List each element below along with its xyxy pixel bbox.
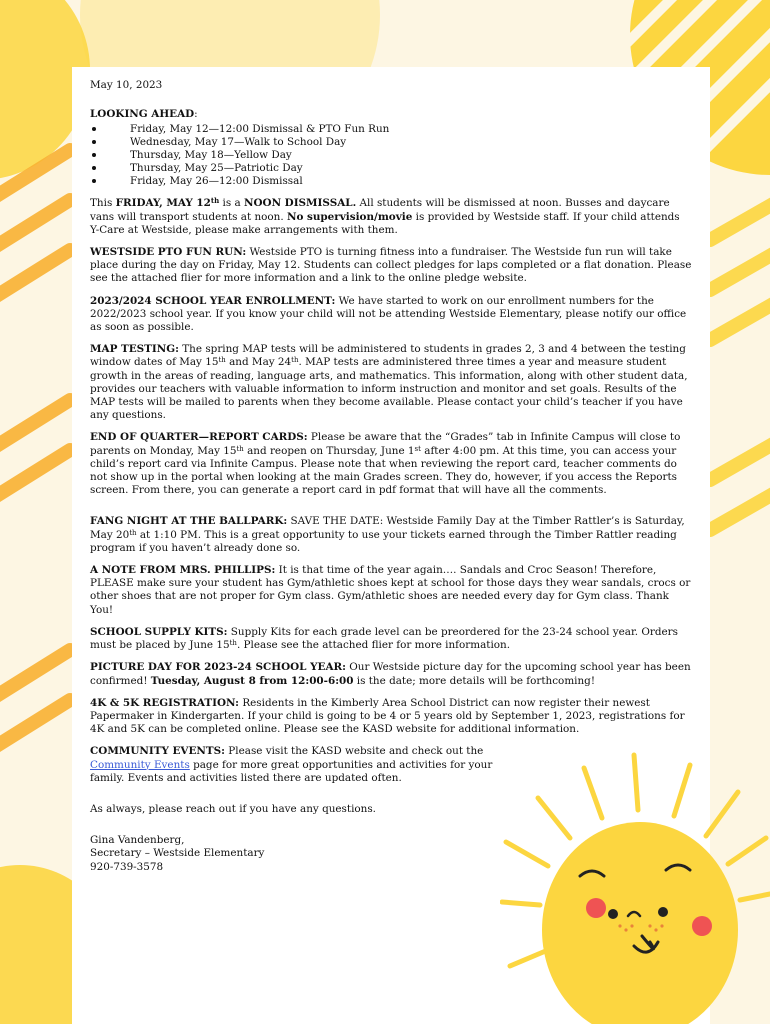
- section-heading: A NOTE FROM MRS. PHILLIPS:: [90, 564, 276, 577]
- signature-name: Gina Vandenberg,: [90, 834, 185, 847]
- section-heading: FANG NIGHT AT THE BALLPARK:: [90, 515, 288, 528]
- section-heading: COMMUNITY EVENTS:: [90, 745, 225, 758]
- signature-phone: 920-739-3578: [90, 860, 164, 873]
- report-cards-paragraph: END OF QUARTER—REPORT CARDS: Please be aware that the “Grades” tab in Infinite Campus will close to parents on Monday, May 15th and reopen on Thursday, June 1st after 4:00 pm. At this time, you can access your child’s report card via Infinite Campus. Please note that when reviewing the report card, teacher comments do not show up in the portal when looking at the main Grades screen. They do, however, if you access the Reports screen. From there, you can generate a report card in pdf format that will have all the comments.: [90, 431, 681, 497]
- phillips-note-paragraph: A NOTE FROM MRS. PHILLIPS: It is that time of the year again…. Sandals and Croc Season! Therefore, PLEASE make sure your student has Gym/athletic shoes kept at school for those days they wear sandals, crocs or other shoes that are not proper for Gym class. Gym/athletic shoes are needed every day for Gym class. Thank You!: [90, 564, 691, 616]
- enrollment-paragraph: 2023/2024 SCHOOL YEAR ENROLLMENT: We have started to work on our enrollment numbers for the 2022/2023 school year. If you know your child will not be attending Westside Elementary, please notify our office as soon as possible.: [90, 294, 687, 334]
- picture-day-paragraph: PICTURE DAY FOR 2023-24 SCHOOL YEAR: Our Westside picture day for the upcoming school year has been confirmed! Tuesday, August 8 from 12:00-6:00 is the date; more details will be forthcoming!: [90, 661, 691, 687]
- sun-face-icon: [500, 740, 770, 1024]
- looking-ahead-section: [90, 108, 692, 188]
- fang-night-paragraph: FANG NIGHT AT THE BALLPARK: SAVE THE DATE: Westside Family Day at the Timber Rattler’s is Saturday, May 20th at 1:10 PM. This is a great opportunity to use your tickets earned through the Timber Rattler reading program if you haven’t already done so.: [90, 515, 685, 554]
- signature-title: Secretary – Westside Elementary: [90, 847, 265, 860]
- letter-date: May 10, 2023: [90, 79, 163, 91]
- community-events-paragraph: COMMUNITY EVENTS: Please visit the KASD website and check out the Community Events page for more great opportunities and activities for your family. Events and activities listed there are updated often.: [90, 745, 493, 784]
- section-heading: WESTSIDE PTO FUN RUN:: [90, 246, 247, 259]
- section-heading: SCHOOL SUPPLY KITS:: [90, 625, 228, 638]
- list-item: Thursday, May 25—Patriotic Day: [90, 162, 692, 175]
- closing-line: As always, please reach out if you have any questions.: [90, 802, 376, 815]
- list-item: Wednesday, May 17—Walk to School Day: [90, 136, 692, 149]
- looking-ahead-heading: LOOKING AHEAD:: [90, 108, 198, 121]
- map-testing-paragraph: MAP TESTING: The spring MAP tests will be administered to students in grades 2, 3 and 4 between the testing window dates of May 15th and May 24th. MAP tests are administered three times a year and measure student growth in the areas of reading, language arts, and mathematics. This information, along with other student data, provides our teachers with valuable information to inform instruction and monitor and set goals. Results of the MAP tests will be mailed to parents when they become available. Please contact your child’s teacher if you have any questions.: [90, 343, 688, 422]
- community-events-link[interactable]: Community Events: [90, 758, 190, 771]
- list-item: Friday, May 26—12:00 Dismissal: [90, 175, 692, 188]
- section-heading: 2023/2024 SCHOOL YEAR ENROLLMENT:: [90, 294, 336, 307]
- registration-paragraph: 4K & 5K REGISTRATION: Residents in the Kimberly Area School District can now register their newest Papermaker in Kindergarten. If your child is going to be 4 or 5 years old by September 1, 2023, registrations for 4K and 5K can be completed online. Please see the KASD website for additional information.: [90, 696, 685, 736]
- list-item: Thursday, May 18—Yellow Day: [90, 149, 692, 162]
- section-heading: PICTURE DAY FOR 2023-24 SCHOOL YEAR:: [90, 661, 346, 674]
- list-item: Friday, May 12—12:00 Dismissal & PTO Fun Run: [90, 123, 692, 136]
- pto-fun-run-paragraph: WESTSIDE PTO FUN RUN: Westside PTO is turning fitness into a fundraiser. The Westside fun run will take place during the day on Friday, May 12. Students can collect pledges for laps completed or a flat donation. Please see the attached flier for more information and a link to the online pledge website.: [90, 246, 692, 285]
- section-heading: MAP TESTING:: [90, 343, 179, 356]
- event-list: [90, 123, 692, 188]
- section-heading: END OF QUARTER—REPORT CARDS:: [90, 431, 308, 444]
- noon-dismissal-paragraph: This FRIDAY, MAY 12th is a NOON DISMISSAL. All students will be dismissed at noon. Busses and daycare vans will transport students at noon. No supervision/movie is provided by Westside staff. If your child attends Y-Care at Westside, please make arrangements with them.: [90, 196, 680, 236]
- supply-kits-paragraph: SCHOOL SUPPLY KITS: Supply Kits for each grade level can be preordered for the 23-24 school year. Orders must be placed by June 15th. Please see the attached flier for more information.: [90, 625, 678, 652]
- section-heading: 4K & 5K REGISTRATION:: [90, 696, 240, 709]
